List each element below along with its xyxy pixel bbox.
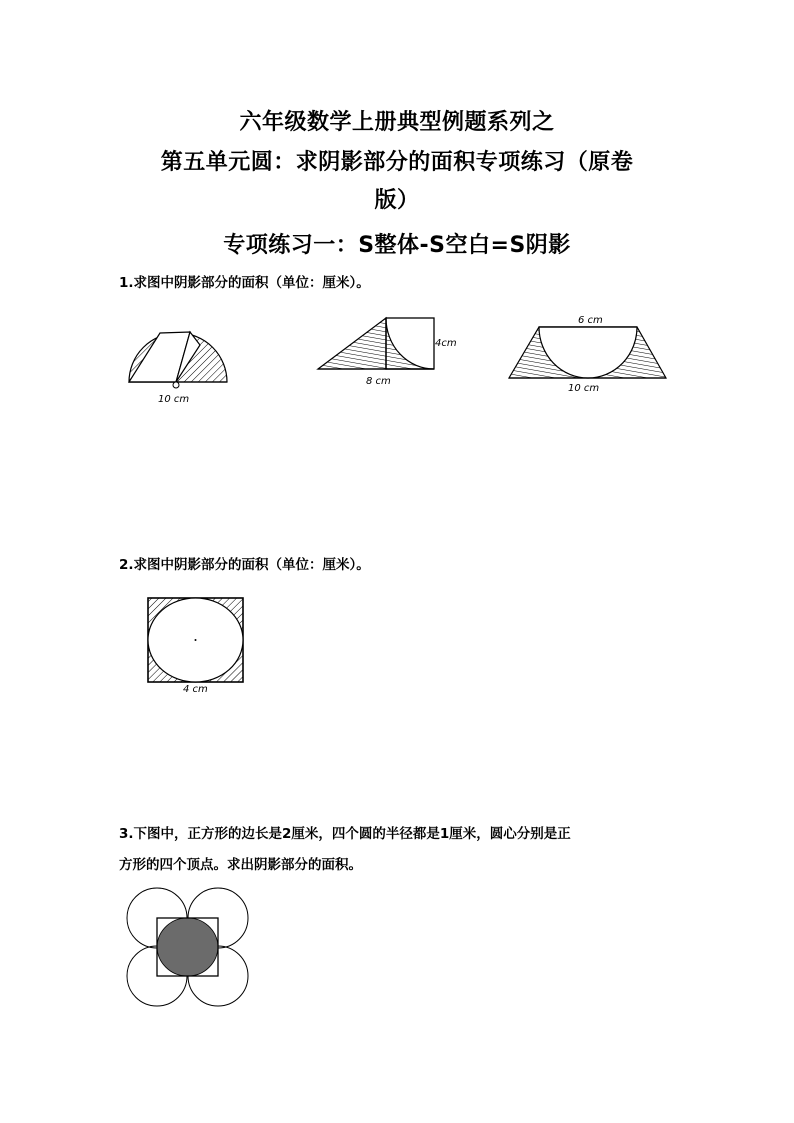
square-circle-figure [148, 598, 243, 682]
semicircle-figure [129, 332, 227, 388]
trapezoid-figure [509, 327, 666, 378]
question-3-text-line-2: 方形的四个顶点。求出阴影部分的面积。 [119, 857, 362, 873]
question-3-text-line-1: 3.下图中，正方形的边长是2厘米，四个圆的半径都是1厘米，圆心分别是正 [119, 826, 571, 842]
question-1-text: 1.求图中阴影部分的面积（单位：厘米）。 [119, 275, 370, 291]
semicircle-label: 10 cm [158, 394, 190, 405]
triangle-square-figure [318, 318, 434, 369]
question-2-text: 2.求图中阴影部分的面积（单位：厘米）。 [119, 557, 370, 573]
section-subtitle: 专项练习一：S整体-S空白=S阴影 [223, 233, 571, 258]
four-circles-figure [127, 888, 248, 1006]
triangle-bottom-label: 8 cm [366, 376, 391, 387]
title-line-2: 第五单元圆：求阴影部分的面积专项练习（原卷 [160, 150, 634, 175]
trapezoid-bottom-label: 10 cm [568, 383, 600, 394]
title-line-1: 六年级数学上册典型例题系列之 [239, 110, 555, 135]
trapezoid-top-label: 6 cm [578, 315, 603, 326]
square-side-label: 4cm [435, 338, 457, 349]
square-label: 4 cm [183, 684, 208, 695]
title-line-3: 版） [374, 188, 420, 213]
